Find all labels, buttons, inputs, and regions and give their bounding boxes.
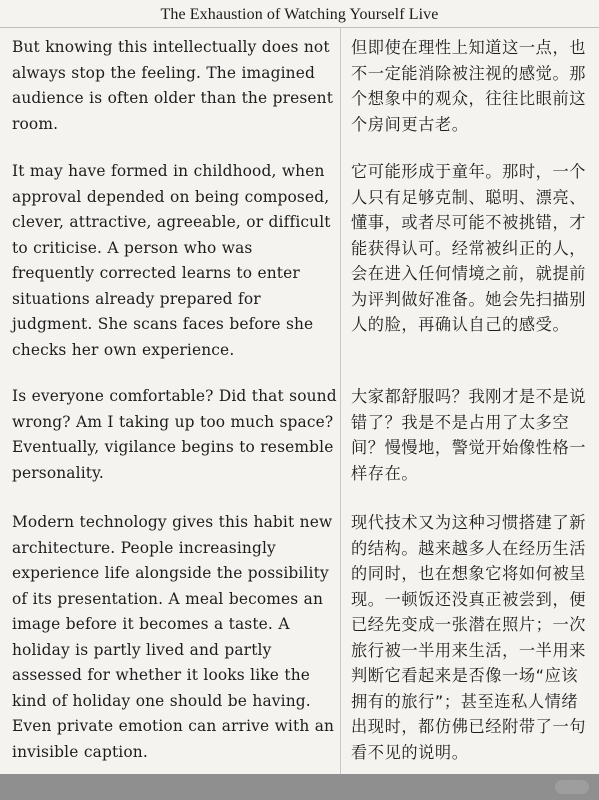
english-paragraph: Is everyone comfortable? Did that sound wrong? Am I taking up too much space? Eventually, vigilance begins to resemble personality. [12,387,337,482]
chinese-paragraph: 现代技术又为这种习惯搭建了新的结构。越来越多人在经历生活的同时，也在想象它将如何被呈现。一顿饭还没真正被尝到，便已经先变成一张潜在照片；一次旅行被一半用来生活，一半用来判断它看起来是否像一场“应该拥有的旅行”；甚至连私人情绪出现时，都仿佛已经附带了一句看不见的说明。 [351,513,587,762]
column-divider [340,28,341,774]
chinese-paragraph: 大家都舒服吗？我刚才是不是说错了？我是不是占用了太多空间？慢慢地，警觉开始像性格一样存在。 [351,387,587,483]
chinese-paragraph: 它可能形成于童年。那时，一个人只有足够克制、聪明、漂亮、懂事，或者尽可能不被挑错，才能获得认可。经常被纠正的人，会在进入任何情境之前，就提前为评判做好准备。她会先扫描别人的脸，再确认自己的感受。 [351,162,587,334]
page-header [0,0,599,28]
chinese-paragraph: 但即使在理性上知道这一点，也不一定能消除被注视的感觉。那个想象中的观众，往往比眼前这个房间更古老。 [351,38,587,134]
watermark-logo-icon [555,780,589,794]
english-paragraph: Modern technology gives this habit new architecture. People increasingly experience life alongside the possibility of its presentation. A meal becomes an image before it becomes a taste. A holiday is partly lived and partly assessed for whether it looks like the kind of holiday one should be having. Even private emotion can arrive with an invisible caption. [12,513,335,761]
english-paragraph: It may have formed in childhood, when approval depended on being composed, clever, attractive, agreeable, or difficult to criticise. A person who was frequently corrected learns to enter situations already prepared for judgment. She scans faces before she checks her own experience. [12,162,331,359]
bottom-bar [0,774,599,800]
page-title: The Exhaustion of Watching Yourself Live [160,6,439,23]
english-paragraph: But knowing this intellectually does not always stop the feeling. The imagined audience is often older than the present room. [12,38,334,133]
